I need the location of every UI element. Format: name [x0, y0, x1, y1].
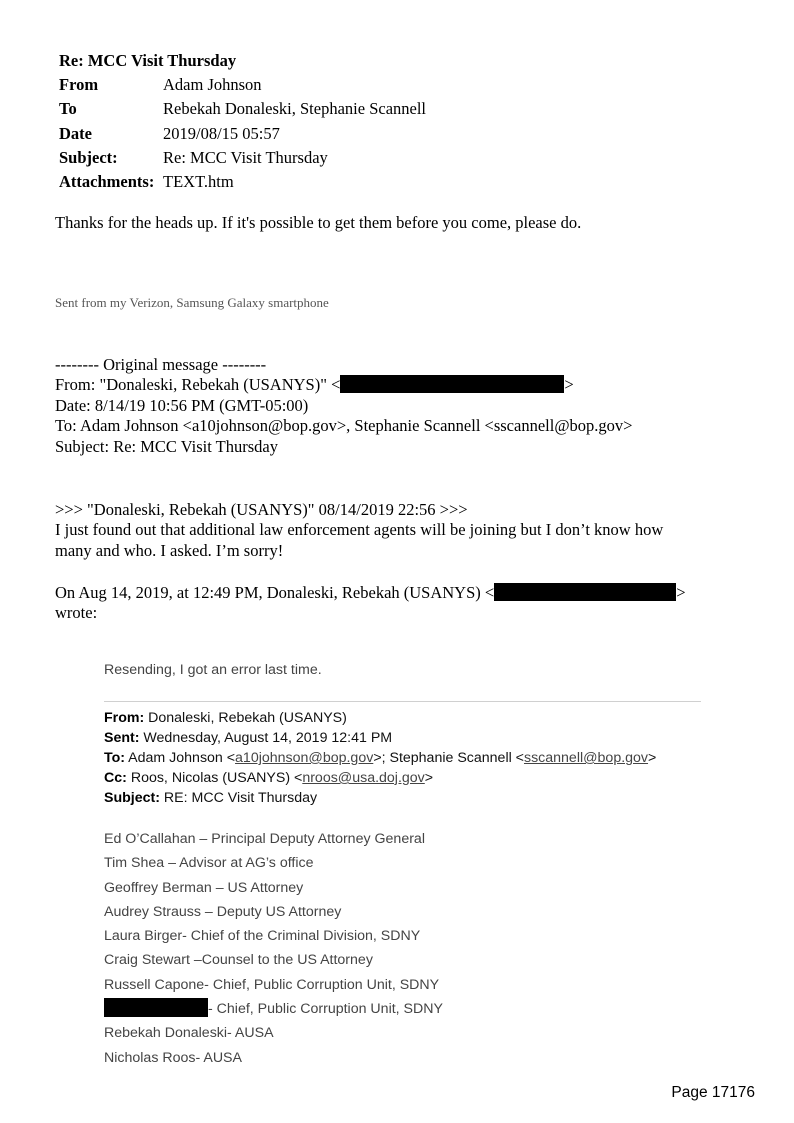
email-link[interactable]: sscannell@bop.gov — [523, 750, 649, 766]
list-item: Tim Shea – Advisor at AG’s office — [104, 855, 314, 872]
header-key: Subject: — [59, 147, 118, 167]
quoted-intro: Resending, I got an error last time. — [104, 662, 322, 678]
list-item-redacted — [104, 997, 443, 1021]
list-item: Nicholas Roos- AUSA — [104, 1049, 242, 1066]
quoted-to-name: Adam Johnson < — [125, 750, 236, 766]
attendee-list — [104, 827, 443, 1070]
list-item-text: - Chief, Public Corruption Unit, SDNY — [208, 1001, 443, 1018]
forward-line-1: I just found out that additional law enforcement agents will be joining but I don’t know how — [55, 520, 664, 539]
header-value: Re: MCC Visit Thursday — [163, 147, 328, 167]
on-wrote-end: > — [676, 583, 686, 602]
reply-body: Thanks for the heads up. If it's possible to get them before you come, please do. — [55, 213, 582, 232]
forward-line-2: many and who. I asked. I’m sorry! — [55, 541, 284, 560]
header-value: TEXT.htm — [163, 172, 234, 192]
quoted-from-row — [104, 708, 656, 728]
header-key: To — [59, 99, 77, 119]
page-number: Page 17176 — [671, 1084, 755, 1101]
quoted-sent-label: Sent: — [104, 730, 140, 746]
quoted-subject-row — [104, 788, 656, 808]
list-item: Geoffrey Berman – US Attorney — [104, 879, 304, 896]
signature: Sent from my Verizon, Samsung Galaxy smartphone — [55, 295, 329, 310]
redaction-box — [104, 998, 208, 1017]
quoted-divider — [104, 701, 701, 702]
quoted-subject-value: RE: MCC Visit Thursday — [159, 790, 318, 806]
header-row-subject — [59, 146, 426, 170]
on-wrote-text: On Aug 14, 2019, at 12:49 PM, Donaleski, Rebekah (USANYS) < — [55, 583, 495, 602]
list-item: Craig Stewart –Counsel to the US Attorney — [104, 952, 373, 969]
wrote-label: wrote: — [55, 603, 98, 622]
email-link[interactable]: nroos@usa.doj.gov — [302, 770, 425, 786]
original-to: To: Adam Johnson <a10johnson@bop.gov>, Stephanie Scannell <sscannell@bop.gov> — [55, 416, 633, 435]
list-item: Russell Capone- Chief, Public Corruption Unit, SDNY — [104, 976, 440, 993]
redaction-box — [494, 583, 676, 601]
quoted-sent-row — [104, 728, 656, 748]
header-key: Date — [59, 123, 92, 143]
header-value: 2019/08/15 05:57 — [163, 123, 280, 143]
redaction-box — [340, 375, 564, 393]
list-item: Laura Birger- Chief of the Criminal Division, SDNY — [104, 928, 421, 945]
quoted-cc-label: Cc: — [104, 770, 127, 786]
quoted-sent-value: Wednesday, August 14, 2019 12:41 PM — [139, 730, 393, 746]
list-item: Rebekah Donaleski- AUSA — [104, 1025, 274, 1042]
quoted-to-label: To: — [104, 750, 126, 766]
on-wrote-line — [55, 583, 686, 604]
list-item: Ed O’Callahan – Principal Deputy Attorney General — [104, 831, 425, 847]
header-value: Rebekah Donaleski, Stephanie Scannell — [163, 99, 427, 119]
quoted-to-end: > — [648, 750, 657, 766]
quoted-cc-row — [104, 768, 656, 788]
header-row-to — [59, 97, 426, 121]
original-from-end: > — [564, 375, 574, 394]
header-row-from — [59, 73, 426, 97]
header-value: Adam Johnson — [163, 75, 262, 95]
quoted-subject-label: Subject: — [104, 790, 160, 806]
quoted-cc-end: > — [424, 770, 434, 786]
header-key: Attachments: — [59, 172, 155, 192]
quoted-from-value: Donaleski, Rebekah (USANYS) — [144, 710, 347, 726]
header-row-attachments — [59, 170, 426, 194]
quoted-to-row — [104, 748, 656, 768]
original-from — [55, 375, 574, 396]
original-separator: -------- Original message -------- — [55, 355, 267, 374]
header-row-date — [59, 122, 426, 146]
email-link[interactable]: a10johnson@bop.gov — [235, 750, 374, 766]
original-date: Date: 8/14/19 10:56 PM (GMT-05:00) — [55, 396, 309, 415]
forward-header: >>> "Donaleski, Rebekah (USANYS)" 08/14/2019 22:56 >>> — [55, 500, 468, 519]
header-key: From — [59, 75, 99, 95]
quoted-cc-name: Roos, Nicolas (USANYS) < — [126, 770, 303, 786]
quoted-header — [104, 708, 656, 808]
list-item: Audrey Strauss – Deputy US Attorney — [104, 903, 342, 920]
quoted-to-mid: >; Stephanie Scannell < — [373, 750, 524, 766]
original-from-text: From: "Donaleski, Rebekah (USANYS)" < — [55, 375, 341, 394]
original-subject: Subject: Re: MCC Visit Thursday — [55, 437, 278, 456]
email-header — [59, 49, 426, 194]
email-title: Re: MCC Visit Thursday — [59, 51, 237, 70]
quoted-from-label: From: — [104, 710, 145, 726]
